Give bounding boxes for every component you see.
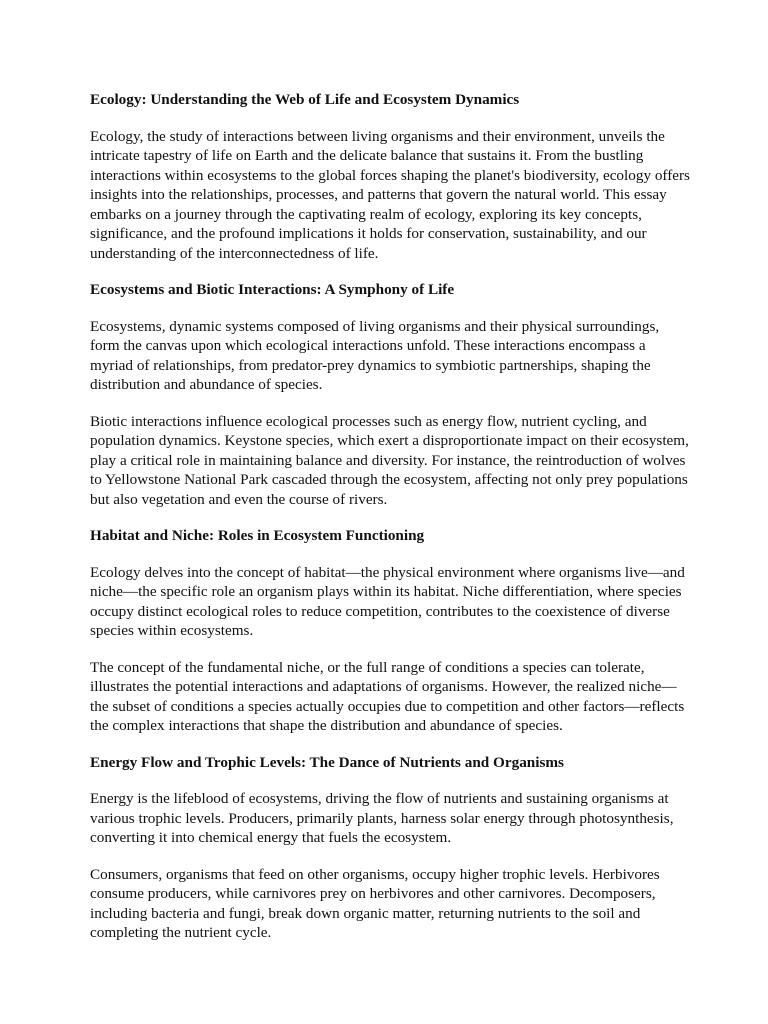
- section-paragraph: Biotic interactions influence ecological processes such as energy flow, nutrient cycling, and population dynamics. Keystone species, which exert a disproportionate impact on their ecosystem, play a critical role in maintaining balance and diversity. For instance, the reintroduction of wolves to Yellowstone National Park cascaded through the ecosystem, affecting not only prey populations but also vegetation and even the course of rivers.: [90, 412, 689, 508]
- section-habitat-niche: [90, 526, 690, 736]
- document-title: Ecology: Understanding the Web of Life and Ecosystem Dynamics: [90, 91, 520, 108]
- section-energy-flow: [90, 753, 690, 943]
- section-paragraph: Ecosystems, dynamic systems composed of living organisms and their physical surroundings, form the canvas upon which ecological interactions unfold. These interactions encompass a myriad of relationships, from predator-prey dynamics to symbiotic partnerships, shaping the distribution and abundance of species.: [90, 317, 660, 393]
- section-heading: Energy Flow and Trophic Levels: The Dance of Nutrients and Organisms: [90, 753, 564, 771]
- intro-paragraph: Ecology, the study of interactions between living organisms and their environment, unveils the intricate tapestry of life on Earth and the delicate balance that sustains it. From the bustling interactions within ecosystems to the global forces shaping the planet's biodiversity, ecology offers insights into the relationships, processes, and patterns that govern the natural world. This essay embarks on a journey through the captivating realm of ecology, exploring its key concepts, significance, and the profound implications it holds for conservation, sustainability, and our understanding of the interconnectedness of life.: [90, 127, 690, 262]
- section-paragraph: Consumers, organisms that feed on other organisms, occupy higher trophic levels. Herbivores consume producers, while carnivores prey on herbivores and other carnivores. Decomposers, including bacteria and fungi, break down organic matter, returning nutrients to the soil and completing the nutrient cycle.: [90, 865, 660, 941]
- section-paragraph: Energy is the lifeblood of ecosystems, driving the flow of nutrients and sustaining organisms at various trophic levels. Producers, primarily plants, harness solar energy through photosynthesis, converting it into chemical energy that fuels the ecosystem.: [90, 790, 674, 846]
- section-paragraph: The concept of the fundamental niche, or the full range of conditions a species can tolerate, illustrates the potential interactions and adaptations of organisms. However, the realized niche—the subset of conditions a species actually occupies due to competition and other factors—reflects the complex interactions that shape the distribution and abundance of species.: [90, 658, 685, 734]
- section-heading: Ecosystems and Biotic Interactions: A Symphony of Life: [90, 281, 455, 298]
- document-page: [90, 90, 690, 960]
- section-heading: Habitat and Niche: Roles in Ecosystem Functioning: [90, 527, 425, 544]
- section-ecosystems: [90, 280, 690, 509]
- section-paragraph: Ecology delves into the concept of habitat—the physical environment where organisms live—and niche—the specific role an organism plays within its habitat. Niche differentiation, where species occupy distinct ecological roles to reduce competition, contributes to the coexistence of diverse species within ecosystems.: [90, 563, 685, 639]
